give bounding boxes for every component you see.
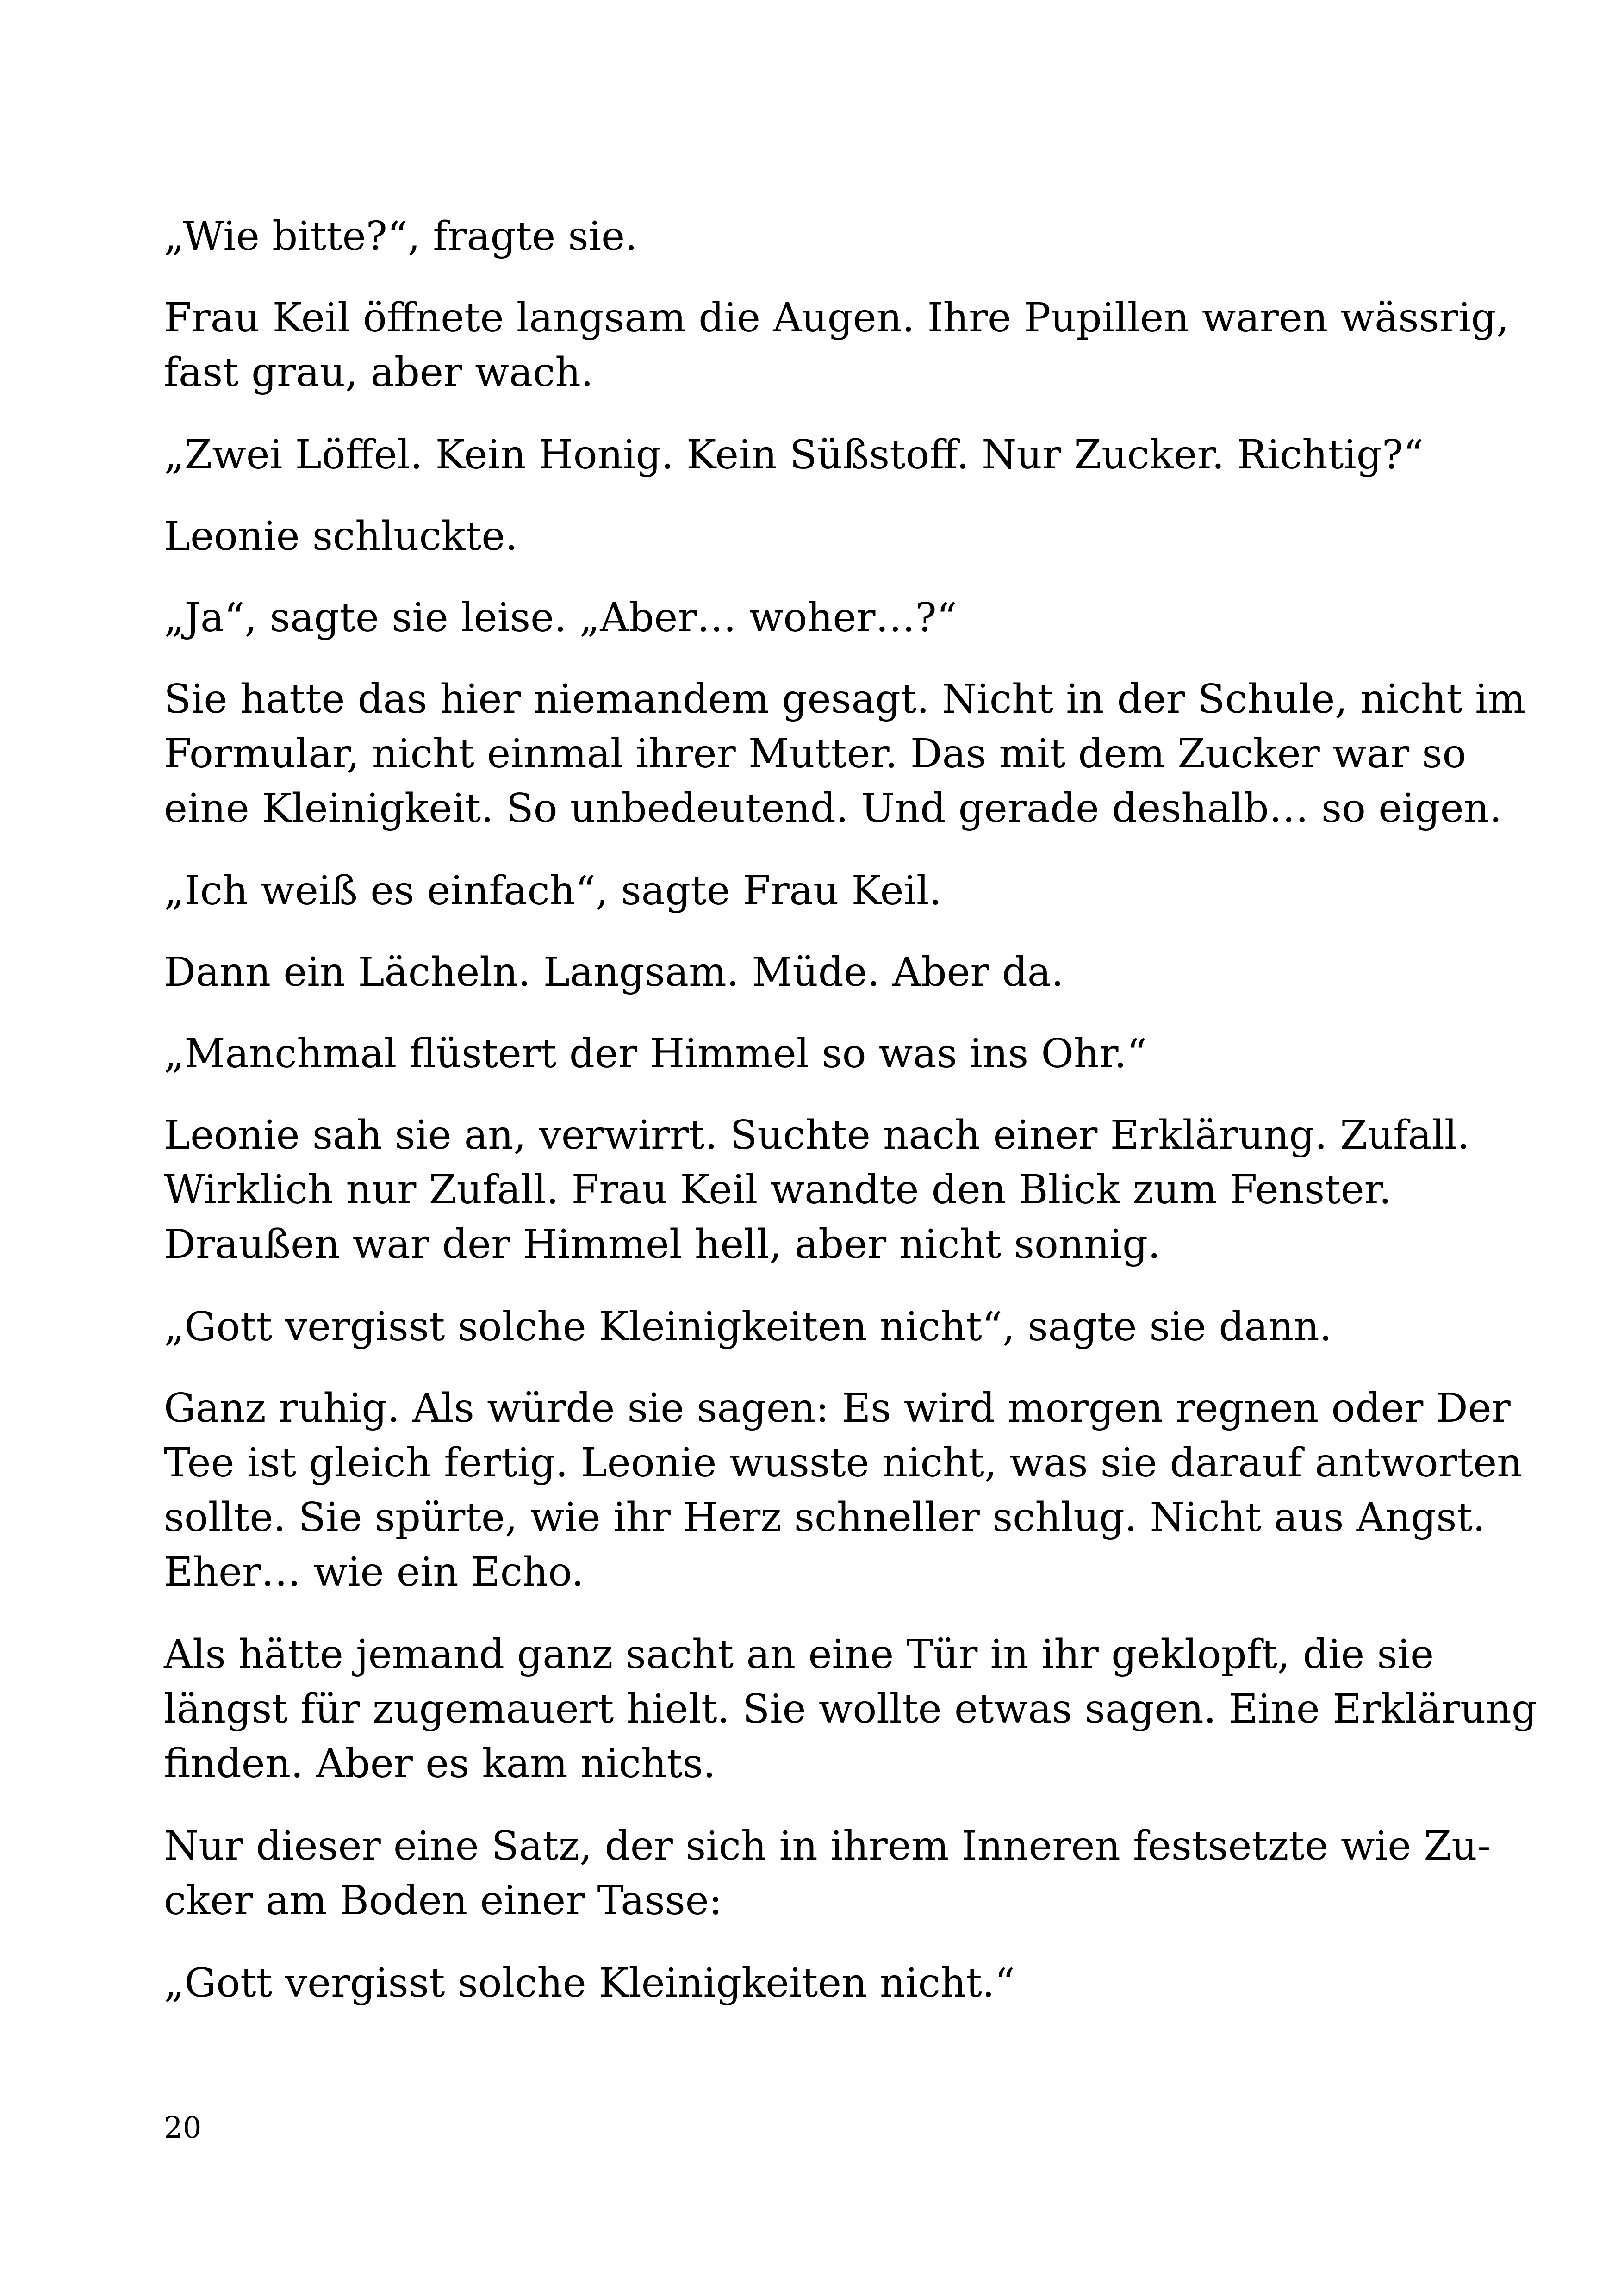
paragraph xyxy=(164,1108,1470,1272)
text-line: „Ich weiß es einfach“, sagte Frau Keil. xyxy=(164,868,942,914)
text-line: „Zwei Löffel. Kein Honig. Kein Süßstoff. Nur Zucker. Richtig?“ xyxy=(164,432,1424,478)
text-line: Leonie schluckte. xyxy=(164,513,518,560)
text-line: Nur dieser eine Satz, der sich in ihrem Inneren festsetzte wie Zu- xyxy=(164,1823,1491,1869)
text-line: Formular, nicht einmal ihrer Mutter. Das mit dem Zucker war so xyxy=(164,731,1467,777)
text-line: Draußen war der Himmel hell, aber nicht sonnig. xyxy=(164,1221,1161,1268)
text-line: Frau Keil öffnete langsam die Augen. Ihre Pupillen waren wässrig, xyxy=(164,295,1509,341)
page-number: 20 xyxy=(164,2111,202,2145)
paragraph xyxy=(164,672,1526,836)
paragraph xyxy=(164,1300,1441,1354)
text-line: Eher… wie ein Echo. xyxy=(164,1549,584,1595)
text-line: Wirklich nur Zufall. Frau Keil wandte den Blick zum Fenster. xyxy=(164,1167,1392,1213)
paragraph xyxy=(164,864,1441,918)
paragraph xyxy=(164,1027,1441,1081)
text-line: „Ja“, sagte sie leise. „Aber… woher…?“ xyxy=(164,595,957,641)
paragraph xyxy=(164,428,1441,482)
text-line: „Manchmal flüstert der Himmel so was ins Ohr.“ xyxy=(164,1031,1147,1077)
text-line: „Wie bitte?“, fragte sie. xyxy=(164,213,638,260)
text-line: längst für zugemauert hielt. Sie wollte etwas sagen. Eine Erklärung xyxy=(164,1686,1537,1732)
paragraph xyxy=(164,509,1441,564)
text-line: cker am Boden einer Tasse: xyxy=(164,1878,722,1924)
paragraph xyxy=(164,291,1509,400)
paragraph xyxy=(164,1956,1441,2010)
text-line: finden. Aber es kam nichts. xyxy=(164,1741,716,1787)
paragraph xyxy=(164,591,1441,645)
paragraph xyxy=(164,1381,1523,1599)
text-line: sollte. Sie spürte, wie ihr Herz schneller schlug. Nicht aus Angst. xyxy=(164,1494,1486,1541)
text-line: Ganz ruhig. Als würde sie sagen: Es wird morgen regnen oder Der xyxy=(164,1385,1511,1431)
paragraph xyxy=(164,945,1441,1000)
paragraph xyxy=(164,209,1441,264)
text-line: Sie hatte das hier niemandem gesagt. Nicht in der Schule, nicht im xyxy=(164,676,1526,722)
text-line: Tee ist gleich fertig. Leonie wusste nicht, was sie darauf antworten xyxy=(164,1440,1523,1486)
text-line: Dann ein Lächeln. Langsam. Müde. Aber da. xyxy=(164,949,1064,996)
text-line: fast grau, aber wach. xyxy=(164,349,594,396)
text-line: eine Kleinigkeit. So unbedeutend. Und gerade deshalb… so eigen. xyxy=(164,785,1502,832)
text-line: Leonie sah sie an, verwirrt. Suchte nach einer Erklärung. Zufall. xyxy=(164,1112,1470,1158)
paragraph xyxy=(164,1627,1537,1791)
text-line: „Gott vergisst solche Kleinigkeiten nicht“, sagte sie dann. xyxy=(164,1304,1332,1350)
paragraph xyxy=(164,1819,1491,1928)
text-line: Als hätte jemand ganz sacht an eine Tür in ihr geklopft, die sie xyxy=(164,1631,1434,1678)
text-line: „Gott vergisst solche Kleinigkeiten nicht.“ xyxy=(164,1960,1015,2006)
